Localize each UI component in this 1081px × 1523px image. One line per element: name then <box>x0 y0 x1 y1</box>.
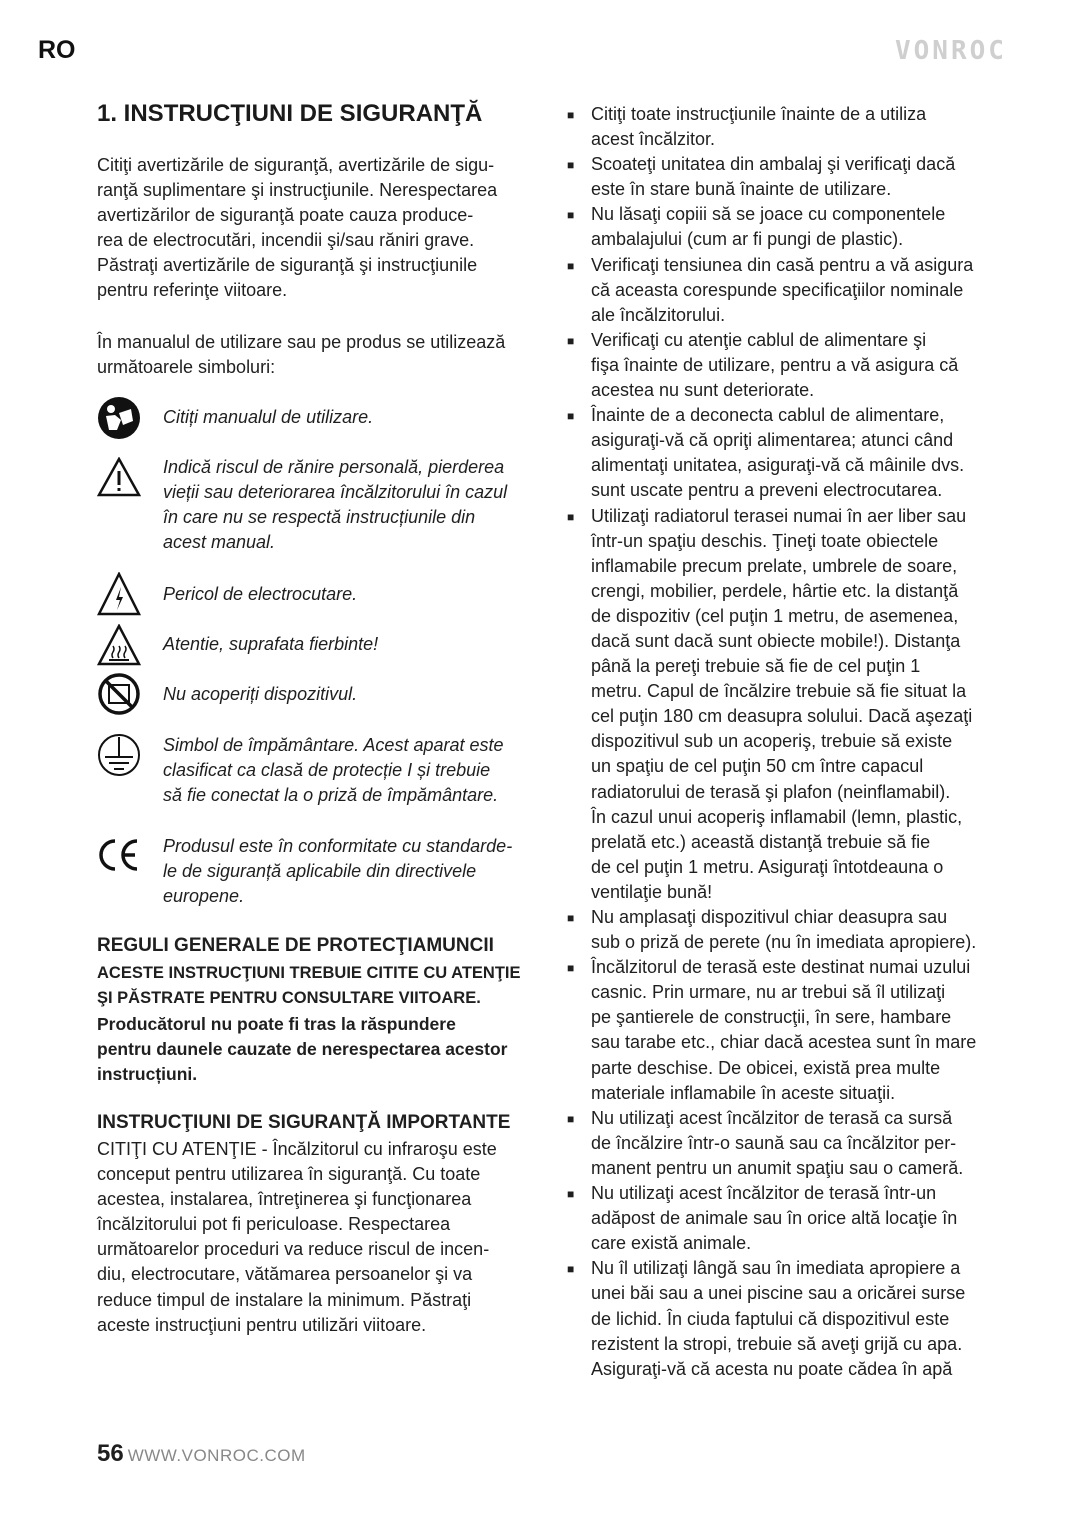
list-item: ■ Nu lăsaţi copiii să se joace cu componentele ambalajului (cum ar fi pungi de plastic). <box>567 202 1027 252</box>
bullet-icon: ■ <box>567 108 575 122</box>
bullet-icon: ■ <box>567 1187 575 1202</box>
do-not-cover-icon <box>97 672 141 716</box>
list-item: ■ Verificaţi cu atenţie cablul de alimentare şi fişa înainte de utilizare, pentru a vă asigura că acestea nu sunt deteriorate. <box>567 328 1027 403</box>
symbol-text: Produsul este în conformitate cu standarde- le de siguranță aplicabile din directivele europene. <box>163 836 513 907</box>
list-item: ■ Nu utilizaţi acest încălzitor de terasă ca sursă de încălzire într-o saună sau ca încălzitor per- manent pentru un anumit spaţiu sau o cameră. <box>567 1106 1027 1181</box>
bullet-icon: ■ <box>567 1262 575 1277</box>
website-link[interactable]: WWW.VONROC.COM <box>127 1446 306 1465</box>
general-rules-caps: ACESTE INSTRUCŢIUNI TREBUIE CITITE CU ATENŢIE ŞI PĂSTRATE PENTRU CONSULTARE VIITOARE. <box>97 964 521 1008</box>
list-item: ■ Înainte de a deconecta cablul de alimentare, asiguraţi-vă că opriţi alimentarea; atunci când alimentaţi unitatea, asiguraţi-vă că mâinile dvs. sunt uscate pentru a preveni electrocutarea. <box>567 403 1027 503</box>
list-item: ■ Scoateţi unitatea din ambalaj şi verificaţi dacă este în stare bună înainte de utilizare. <box>567 152 1027 202</box>
bullet-icon: ■ <box>567 208 575 223</box>
list-item: ■ Încălzitorul de terasă este destinat numai uzului casnic. Prin urmare, nu ar trebui să îl utilizaţi pe şantierele de construcţii, în sere, hambare sau tarabe etc., chiar dacă acestea sunt în mare parte deschise. De obicei, există prea multe materiale inflamabile în aceste situaţii. <box>567 955 1027 1106</box>
bullet-icon: ■ <box>567 333 575 348</box>
bullet-icon: ■ <box>567 509 575 524</box>
page-number: 56 <box>97 1440 124 1467</box>
list-item: ■ Citiţi toate instrucţiunile înainte de a utiliza acest încălzitor. <box>567 102 1027 152</box>
symbol-text: Nu acoperiți dispozitivul. <box>163 684 358 704</box>
symbols-intro: În manualul de utilizare sau pe produs se utilizează următoarele simboluri: <box>97 332 506 378</box>
bullet-icon: ■ <box>567 1111 575 1126</box>
bullet-icon: ■ <box>567 911 575 925</box>
page-footer <box>97 1440 306 1468</box>
list-item: ■ Nu amplasaţi dispozitivul chiar deasupra sau sub o priză de perete (nu în imediata apropiere). <box>567 905 1027 955</box>
symbol-text: Atentie, suprafata fierbinte! <box>163 634 379 654</box>
ground-icon <box>97 733 141 777</box>
brand-logo: VONROC <box>895 36 1007 66</box>
bullet-icon: ■ <box>567 409 575 424</box>
list-item: ■ Nu îl utilizaţi lângă sau în imediata apropiere a unei băi sau a unei piscine sau a oricărei surse de lichid. În ciuda faptului că dispozitivul este rezistent la stropi, trebuie să aveţi grijă cu apa. Asiguraţi-vă că acesta nu poate cădea în apă <box>567 1256 1027 1381</box>
symbol-text: Simbol de împământare. Acest aparat este clasificat ca clasă de protecție I și trebuie să fie conectat la o priză de împământare. <box>163 735 504 806</box>
bullet-icon: ■ <box>567 961 575 976</box>
symbol-text: Citiți manualul de utilizare. <box>163 407 374 427</box>
symbol-text: Pericol de electrocutare. <box>163 584 358 604</box>
electric-shock-icon <box>97 572 141 616</box>
list-item: ■ Verificaţi tensiunea din casă pentru a vă asigura că aceasta corespunde specificaţiilor nominale ale încălzitorului. <box>567 253 1027 328</box>
read-manual-icon <box>97 396 141 440</box>
hot-surface-icon <box>97 624 141 666</box>
intro-paragraph: Citiţi avertizările de siguranţă, avertizările de sigu- ranţă suplimentare şi instrucţiunile. Nerespectarea avertizărilor de siguranţă poate cauza produce- rea de electrocutări, incendii şi/sau răniri grave. Păstraţi avertizările de siguranţă şi instrucţiunile pentru referinţe viitoare. <box>97 155 498 301</box>
important-paragraph: CITIŢI CU ATENŢIE - Încălzitorul cu infraroşu este conceput pentru utilizarea în siguranţă. Cu toate acestea, instalarea, întreţinerea şi funcţionarea încălzitorului pot fi periculoase. Respectarea următoarelor proceduri va reduce riscul de incen- diu, electrocutare, vătămarea persoanelor şi va reduce timpul de instalare la minimum. Păstraţi aceste instrucţiuni pentru utilizări viitoare. <box>97 1139 497 1335</box>
language-code: RO <box>38 36 76 64</box>
list-item: ■ Utilizaţi radiatorul terasei numai în aer liber sau într-un spaţiu deschis. Ţineţi toate obiectele inflamabile precum prelate, umbrele de soare, crengi, mobilier, perdele, hârtie etc. la distanţă de dispozitiv (cel puţin 1 metru, de asemenea, dacă sunt dacă sunt obiecte mobile!). Distanţa până la pereţi trebuie să fie de cel puţin 1 metru. Capul de încălzire trebuie să fie situat la cel puţin 180 cm deasupra solului. Dacă aşezaţi dispozitivul sub un acoperiş, trebuie să existe un spaţiu de cel puţin 50 cm între capacul radiatorului de terasă şi plafon (neinflamabil). În cazul unui acoperiş inflamabil (lemn, plastic, prelată etc.) această distanţă trebuie să fie de cel puţin 1 metru. Asiguraţi întotdeauna o ventilaţie bună! <box>567 504 1027 906</box>
general-rules-bold: Producătorul nu poate fi tras la răspundere pentru daunele cauzate de nerespectarea acestor instrucțiuni. <box>97 1014 508 1085</box>
important-heading: INSTRUCŢIUNI DE SIGURANŢĂ IMPORTANTE <box>97 1112 511 1133</box>
list-item: ■ Nu utilizaţi acest încălzitor de terasă într-un adăpost de animale sau în orice altă locaţie în care există animale. <box>567 1181 1027 1256</box>
symbol-text: Indică riscul de rănire personală, pierderea vieții sau deteriorarea încălzitorului în cazul în care nu se respectă instrucțiunile din acest manual. <box>163 457 508 553</box>
safety-bullet-list <box>567 102 1027 1382</box>
section-title: 1. INSTRUCŢIUNI DE SIGURANŢĂ <box>97 100 483 127</box>
warning-icon <box>97 457 141 497</box>
general-rules-heading: REGULI GENERALE DE PROTECŢIAMUNCII <box>97 935 494 956</box>
bullet-icon: ■ <box>567 258 575 273</box>
bullet-icon: ■ <box>567 158 575 173</box>
ce-mark-icon <box>97 838 141 872</box>
